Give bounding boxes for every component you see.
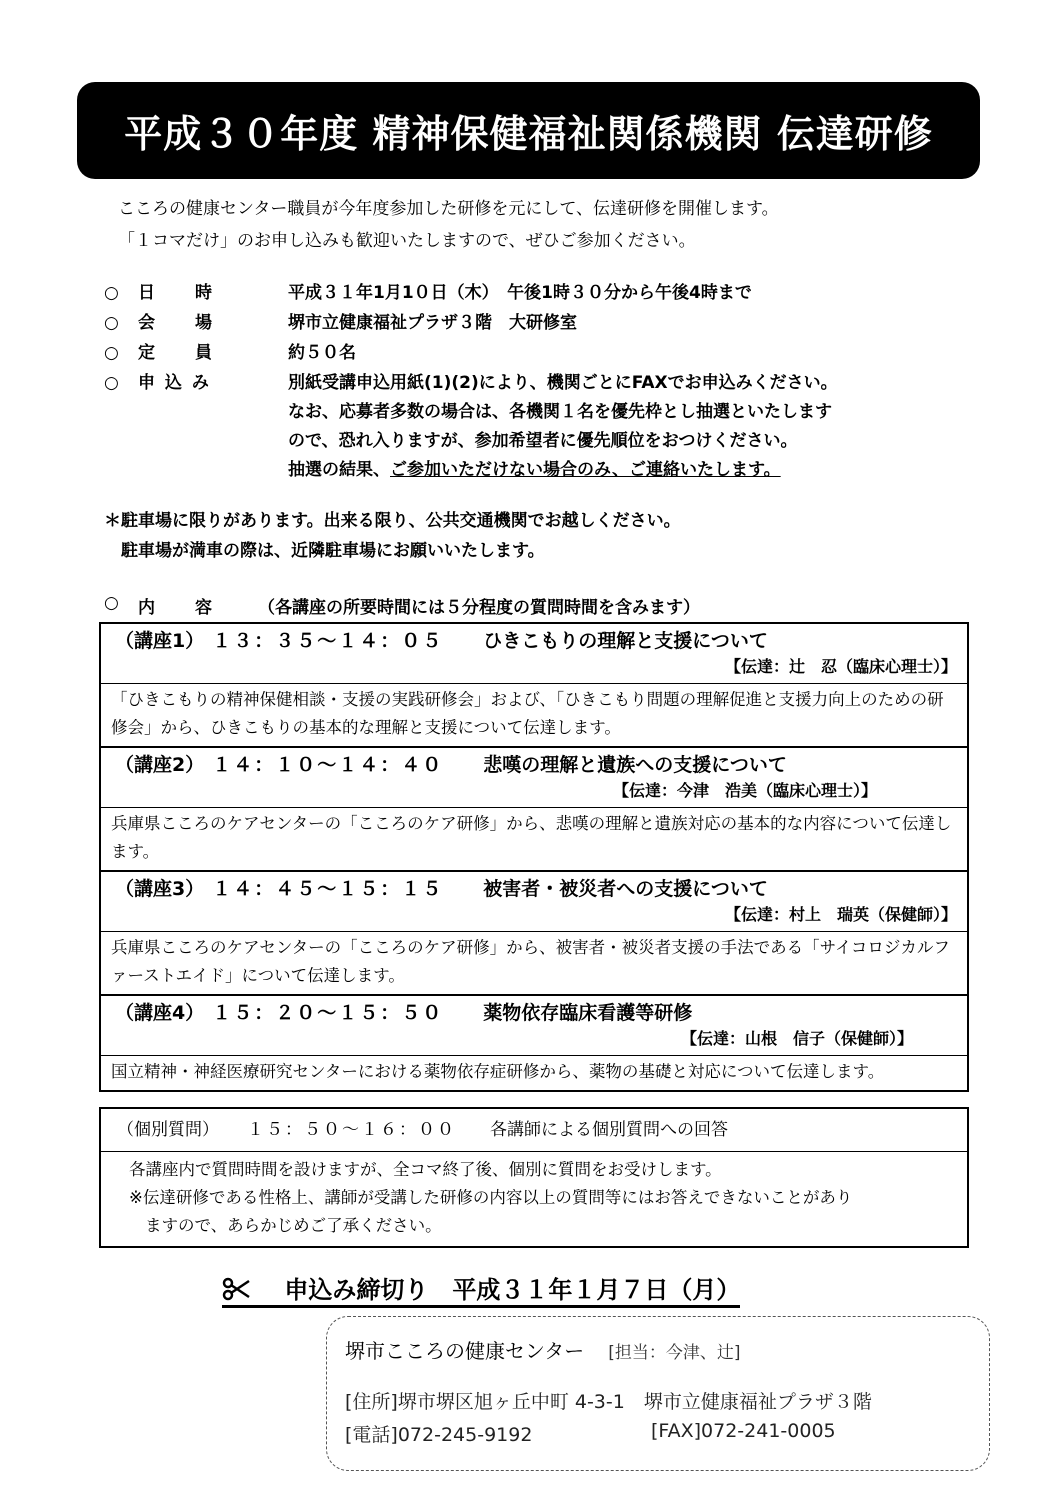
apply-note-underlined: ご参加いただけない場合のみ、ご連絡いたします。	[390, 460, 781, 480]
contact-fax: [FAX]072-241-0005	[651, 1420, 836, 1442]
info-label: 定 員	[138, 343, 214, 363]
lecture-title: ひきこもりの理解と支援について	[483, 630, 768, 652]
info-value: 約５０名	[288, 343, 356, 363]
qa-header	[101, 1109, 967, 1152]
info-value: 別紙受講申込用紙(1)(2)により、機関ごとにFAXでお申込みください。	[288, 373, 838, 393]
lecture-title: 悲嘆の理解と遺族への支援について	[483, 754, 787, 776]
parking-line: 駐車場が満車の際は、近隣駐車場にお願いいたします。	[104, 541, 545, 561]
lecture-description: 兵庫県こころのケアセンターの「こころのケア研修」から、被害者・被災者支援の手法である「サイコロジカルファーストエイド」について伝達します。	[101, 932, 967, 996]
contents-label: 内 容	[138, 598, 214, 618]
lecture-speaker: 【伝達：辻 忍（臨床心理士）】	[724, 657, 957, 676]
info-label: 日 時	[138, 283, 214, 303]
lecture-table	[99, 622, 969, 1092]
page-title: 平成３０年度 精神保健福祉関係機関 伝達研修	[124, 112, 933, 156]
lecture-number: （講座3）	[115, 878, 205, 900]
qa-line: 各講座内で質問時間を設けますが、全コマ終了後、個別に質問をお受けします。	[129, 1160, 722, 1179]
intro-line: こころの健康センター職員が今年度参加した研修を元にして、伝達研修を開催します。	[118, 199, 779, 219]
apply-note: ので、恐れ入りますが、参加希望者に優先順位をおつけください。	[288, 431, 798, 451]
qa-label: （個別質問）	[117, 1120, 219, 1140]
qa-body	[101, 1152, 967, 1246]
circle-bullet-icon: ○	[104, 343, 119, 363]
individual-question-box	[99, 1107, 969, 1248]
lecture-header	[101, 872, 967, 932]
lecture-description: 兵庫県こころのケアセンターの「こころのケア研修」から、悲嘆の理解と遺族対応の基本的な内容について伝達します。	[101, 808, 967, 872]
lecture-title: 被害者・被災者への支援について	[483, 878, 768, 900]
qa-line: ※伝達研修である性格上、講師が受講した研修の内容以上の質問等にはお答えできないことがあり	[129, 1188, 853, 1207]
deadline	[222, 1270, 740, 1308]
lecture-title: 薬物依存臨床看護等研修	[483, 1002, 693, 1024]
contents-heading	[104, 593, 700, 618]
lecture-description: 国立精神・神経医療研究センターにおける薬物依存症研修から、薬物の基礎と対応について伝達します。	[111, 1062, 885, 1081]
circle-bullet-icon: ○	[104, 283, 119, 303]
title-banner	[77, 82, 980, 179]
lecture-time: １５：２０～１５：５０	[212, 1002, 444, 1024]
lecture-speaker: 【伝達：村上 瑞英（保健師）】	[724, 905, 957, 924]
contact-address: [住所]堺市堺区旭ヶ丘中町 4-3-1 堺市立健康福祉プラザ３階	[345, 1391, 872, 1413]
contact-staff: [担当：今津、辻]	[608, 1343, 741, 1363]
info-value: 堺市立健康福祉プラザ３階 大研修室	[288, 313, 577, 333]
lecture-description: 「ひきこもりの精神保健相談・支援の実践研修会」および、「ひきこもり問題の理解促進と支援力向上のための研修会」から、ひきこもりの基本的な理解と支援について伝達します。	[101, 684, 967, 748]
lecture-time: １３：３５～１４：０５	[212, 630, 444, 652]
parking-notice	[104, 506, 681, 566]
circle-bullet-icon: ○	[104, 593, 119, 613]
contents-note: （各講座の所要時間には５分程度の質問時間を含みます）	[258, 598, 700, 618]
deadline-text: 申込み締切り 平成３１年１月７日（月）	[284, 1276, 741, 1304]
qa-title: 各講師による個別質問への回答	[490, 1120, 728, 1140]
intro-line: 「１コマだけ」のお申し込みも歓迎いたしますので、ぜひご参加ください。	[118, 231, 696, 251]
info-row-date	[104, 278, 838, 308]
info-label: 会 場	[138, 313, 214, 333]
qa-time: １５：５０～１６：００	[247, 1120, 456, 1140]
contact-org	[345, 1335, 740, 1364]
lecture-speaker: 【伝達：山根 信子（保健師）】	[680, 1029, 913, 1048]
apply-note-text: 抽選の結果、	[288, 460, 390, 480]
event-info	[104, 278, 838, 485]
lecture-header	[101, 624, 967, 684]
apply-note: なお、応募者多数の場合は、各機関１名を優先枠とし抽選といたします	[288, 402, 832, 422]
circle-bullet-icon: ○	[104, 313, 119, 333]
circle-bullet-icon: ○	[104, 373, 119, 393]
lecture-speaker: 【伝達：今津 浩美（臨床心理士）】	[612, 781, 877, 800]
intro-text	[118, 193, 779, 257]
info-row-venue	[104, 308, 838, 338]
lecture-time: １４：１０～１４：４０	[212, 754, 444, 776]
lecture-number: （講座4）	[115, 1002, 205, 1024]
parking-line: ＊駐車場に限りがあります。出来る限り、公共交通機関でお越しください。	[104, 511, 681, 531]
contact-box	[326, 1316, 990, 1471]
info-value: 平成３１年1月1０日（木） 午後1時３０分から午後4時まで	[288, 283, 752, 303]
lecture-number: （講座1）	[115, 630, 205, 652]
info-row-capacity	[104, 338, 838, 368]
lecture-time: １４：４５～１５：１５	[212, 878, 444, 900]
lecture-header	[101, 996, 967, 1056]
info-row-apply	[104, 368, 838, 398]
lecture-number: （講座2）	[115, 754, 205, 776]
lecture-header	[101, 748, 967, 808]
qa-line: ますので、あらかじめご了承ください。	[145, 1216, 442, 1235]
apply-note	[104, 456, 838, 485]
contact-tel: [電話]072-245-9192	[345, 1424, 533, 1446]
scissors-icon	[222, 1276, 258, 1304]
org-name: 堺市こころの健康センター	[345, 1339, 585, 1363]
info-label: 申 込 み	[138, 373, 211, 393]
